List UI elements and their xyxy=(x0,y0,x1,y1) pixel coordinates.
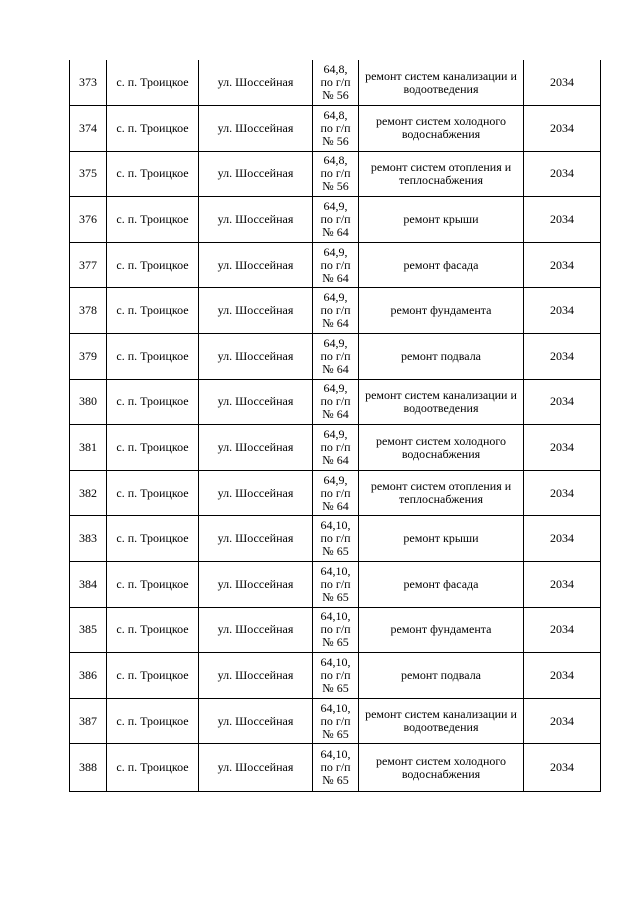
table-row xyxy=(70,242,601,288)
street-cell: ул. Шоссейная xyxy=(199,242,313,288)
street-cell: ул. Шоссейная xyxy=(199,698,313,744)
street-cell: ул. Шоссейная xyxy=(199,379,313,425)
house-number-line: № 64 xyxy=(322,407,349,422)
house-number-line: 64,9, xyxy=(323,290,348,305)
house-number-cell xyxy=(313,288,359,334)
house-number-line: № 65 xyxy=(322,544,349,559)
street-cell: ул. Шоссейная xyxy=(199,288,313,334)
row-number: 379 xyxy=(70,334,107,380)
row-number: 382 xyxy=(70,470,107,516)
locality-cell: с. п. Троицкое xyxy=(107,470,199,516)
work-type-cell: ремонт систем канализации и водоотведения xyxy=(359,698,524,744)
work-type-cell: ремонт крыши xyxy=(359,197,524,243)
house-number-cell xyxy=(313,698,359,744)
house-number-line: по г/п xyxy=(320,713,351,728)
street-cell: ул. Шоссейная xyxy=(199,425,313,471)
street-cell: ул. Шоссейная xyxy=(199,197,313,243)
house-number-line: 64,9, xyxy=(323,381,348,396)
locality-cell: с. п. Троицкое xyxy=(107,607,199,653)
house-number-cell xyxy=(313,379,359,425)
year-cell: 2034 xyxy=(524,425,601,471)
row-number: 388 xyxy=(70,744,107,792)
house-number-line: 64,8, xyxy=(323,107,348,122)
house-number-line: по г/п xyxy=(320,257,351,272)
table-row xyxy=(70,379,601,425)
street-cell: ул. Шоссейная xyxy=(199,470,313,516)
row-number: 377 xyxy=(70,242,107,288)
house-number-line: по г/п xyxy=(320,348,351,363)
house-number-line: 64,10, xyxy=(320,563,351,578)
house-number-cell xyxy=(313,106,359,152)
house-number-line: № 56 xyxy=(322,133,349,148)
locality-cell: с. п. Троицкое xyxy=(107,425,199,471)
street-cell: ул. Шоссейная xyxy=(199,151,313,197)
locality-cell: с. п. Троицкое xyxy=(107,562,199,608)
house-number-line: по г/п xyxy=(320,576,351,591)
work-type-cell: ремонт подвала xyxy=(359,334,524,380)
locality-cell: с. п. Троицкое xyxy=(107,516,199,562)
year-cell: 2034 xyxy=(524,516,601,562)
house-number-line: № 65 xyxy=(322,681,349,696)
work-type-cell: ремонт фасада xyxy=(359,562,524,608)
year-cell: 2034 xyxy=(524,379,601,425)
house-number-line: по г/п xyxy=(320,440,351,455)
house-number-cell xyxy=(313,653,359,699)
work-type-cell: ремонт крыши xyxy=(359,516,524,562)
street-cell: ул. Шоссейная xyxy=(199,106,313,152)
house-number-cell xyxy=(313,516,359,562)
work-type-cell: ремонт фундамента xyxy=(359,607,524,653)
table-row xyxy=(70,334,601,380)
house-number-cell xyxy=(313,744,359,792)
house-number-line: по г/п xyxy=(320,120,351,135)
row-number: 376 xyxy=(70,197,107,243)
year-cell: 2034 xyxy=(524,744,601,792)
work-type-cell: ремонт систем канализации и водоотведения xyxy=(359,379,524,425)
street-cell: ул. Шоссейная xyxy=(199,607,313,653)
street-cell: ул. Шоссейная xyxy=(199,334,313,380)
locality-cell: с. п. Троицкое xyxy=(107,653,199,699)
work-type-cell: ремонт систем канализации и водоотведения xyxy=(359,60,524,106)
locality-cell: с. п. Троицкое xyxy=(107,151,199,197)
house-number-line: 64,10, xyxy=(320,518,351,533)
house-number-cell xyxy=(313,334,359,380)
year-cell: 2034 xyxy=(524,470,601,516)
table-row xyxy=(70,516,601,562)
house-number-line: по г/п xyxy=(320,394,351,409)
row-number: 385 xyxy=(70,607,107,653)
house-number-line: № 65 xyxy=(322,726,349,741)
house-number-cell xyxy=(313,60,359,106)
street-cell: ул. Шоссейная xyxy=(199,744,313,792)
house-number-cell xyxy=(313,562,359,608)
house-number-cell xyxy=(313,151,359,197)
table-row xyxy=(70,151,601,197)
house-number-line: № 65 xyxy=(322,635,349,650)
house-number-line: № 64 xyxy=(322,316,349,331)
row-number: 373 xyxy=(70,60,107,106)
house-number-line: 64,8, xyxy=(323,62,348,77)
year-cell: 2034 xyxy=(524,151,601,197)
street-cell: ул. Шоссейная xyxy=(199,60,313,106)
house-number-cell xyxy=(313,197,359,243)
locality-cell: с. п. Троицкое xyxy=(107,60,199,106)
locality-cell: с. п. Троицкое xyxy=(107,242,199,288)
table-row xyxy=(70,653,601,699)
house-number-line: № 64 xyxy=(322,225,349,240)
house-number-cell xyxy=(313,242,359,288)
year-cell: 2034 xyxy=(524,607,601,653)
year-cell: 2034 xyxy=(524,197,601,243)
year-cell: 2034 xyxy=(524,562,601,608)
table-row xyxy=(70,470,601,516)
house-number-line: 64,10, xyxy=(320,700,351,715)
work-type-cell: ремонт систем отопления и теплоснабжения xyxy=(359,151,524,197)
house-number-line: 64,9, xyxy=(323,472,348,487)
house-number-line: 64,10, xyxy=(320,609,351,624)
table-row xyxy=(70,197,601,243)
house-number-line: по г/п xyxy=(320,303,351,318)
house-number-line: по г/п xyxy=(320,75,351,90)
locality-cell: с. п. Троицкое xyxy=(107,106,199,152)
year-cell: 2034 xyxy=(524,242,601,288)
row-number: 380 xyxy=(70,379,107,425)
year-cell: 2034 xyxy=(524,653,601,699)
house-number-line: № 64 xyxy=(322,453,349,468)
table-row xyxy=(70,562,601,608)
year-cell: 2034 xyxy=(524,334,601,380)
house-number-line: по г/п xyxy=(320,485,351,500)
house-number-line: по г/п xyxy=(320,212,351,227)
house-number-line: 64,9, xyxy=(323,335,348,350)
house-number-line: по г/п xyxy=(320,760,351,775)
street-cell: ул. Шоссейная xyxy=(199,562,313,608)
year-cell: 2034 xyxy=(524,288,601,334)
work-type-cell: ремонт подвала xyxy=(359,653,524,699)
house-number-line: № 65 xyxy=(322,589,349,604)
row-number: 387 xyxy=(70,698,107,744)
locality-cell: с. п. Троицкое xyxy=(107,379,199,425)
house-number-line: № 65 xyxy=(322,773,349,788)
table-row xyxy=(70,607,601,653)
house-number-cell xyxy=(313,425,359,471)
house-number-line: по г/п xyxy=(320,166,351,181)
house-number-line: № 56 xyxy=(322,179,349,194)
row-number: 383 xyxy=(70,516,107,562)
year-cell: 2034 xyxy=(524,60,601,106)
street-cell: ул. Шоссейная xyxy=(199,653,313,699)
work-type-cell: ремонт систем холодного водоснабжения xyxy=(359,106,524,152)
house-number-line: № 64 xyxy=(322,270,349,285)
row-number: 378 xyxy=(70,288,107,334)
table-row xyxy=(70,60,601,106)
house-number-line: № 64 xyxy=(322,361,349,376)
house-number-line: по г/п xyxy=(320,531,351,546)
repair-schedule-table xyxy=(69,60,601,792)
house-number-line: по г/п xyxy=(320,668,351,683)
work-type-cell: ремонт фасада xyxy=(359,242,524,288)
house-number-line: 64,8, xyxy=(323,153,348,168)
house-number-line: № 64 xyxy=(322,498,349,513)
house-number-line: 64,10, xyxy=(320,655,351,670)
table-row xyxy=(70,106,601,152)
table-row xyxy=(70,698,601,744)
house-number-line: 64,9, xyxy=(323,427,348,442)
house-number-line: по г/п xyxy=(320,622,351,637)
house-number-line: 64,9, xyxy=(323,199,348,214)
work-type-cell: ремонт фундамента xyxy=(359,288,524,334)
street-cell: ул. Шоссейная xyxy=(199,516,313,562)
locality-cell: с. п. Троицкое xyxy=(107,744,199,792)
locality-cell: с. п. Троицкое xyxy=(107,334,199,380)
work-type-cell: ремонт систем отопления и теплоснабжения xyxy=(359,470,524,516)
table-row xyxy=(70,425,601,471)
year-cell: 2034 xyxy=(524,698,601,744)
house-number-line: 64,9, xyxy=(323,244,348,259)
work-type-cell: ремонт систем холодного водоснабжения xyxy=(359,744,524,792)
house-number-cell xyxy=(313,470,359,516)
row-number: 375 xyxy=(70,151,107,197)
row-number: 384 xyxy=(70,562,107,608)
row-number: 381 xyxy=(70,425,107,471)
work-type-cell: ремонт систем холодного водоснабжения xyxy=(359,425,524,471)
house-number-line: 64,10, xyxy=(320,747,351,762)
house-number-line: № 56 xyxy=(322,88,349,103)
table-body xyxy=(70,60,601,792)
locality-cell: с. п. Троицкое xyxy=(107,698,199,744)
locality-cell: с. п. Троицкое xyxy=(107,288,199,334)
year-cell: 2034 xyxy=(524,106,601,152)
locality-cell: с. п. Троицкое xyxy=(107,197,199,243)
table-row xyxy=(70,288,601,334)
table-row xyxy=(70,744,601,792)
row-number: 374 xyxy=(70,106,107,152)
house-number-cell xyxy=(313,607,359,653)
row-number: 386 xyxy=(70,653,107,699)
